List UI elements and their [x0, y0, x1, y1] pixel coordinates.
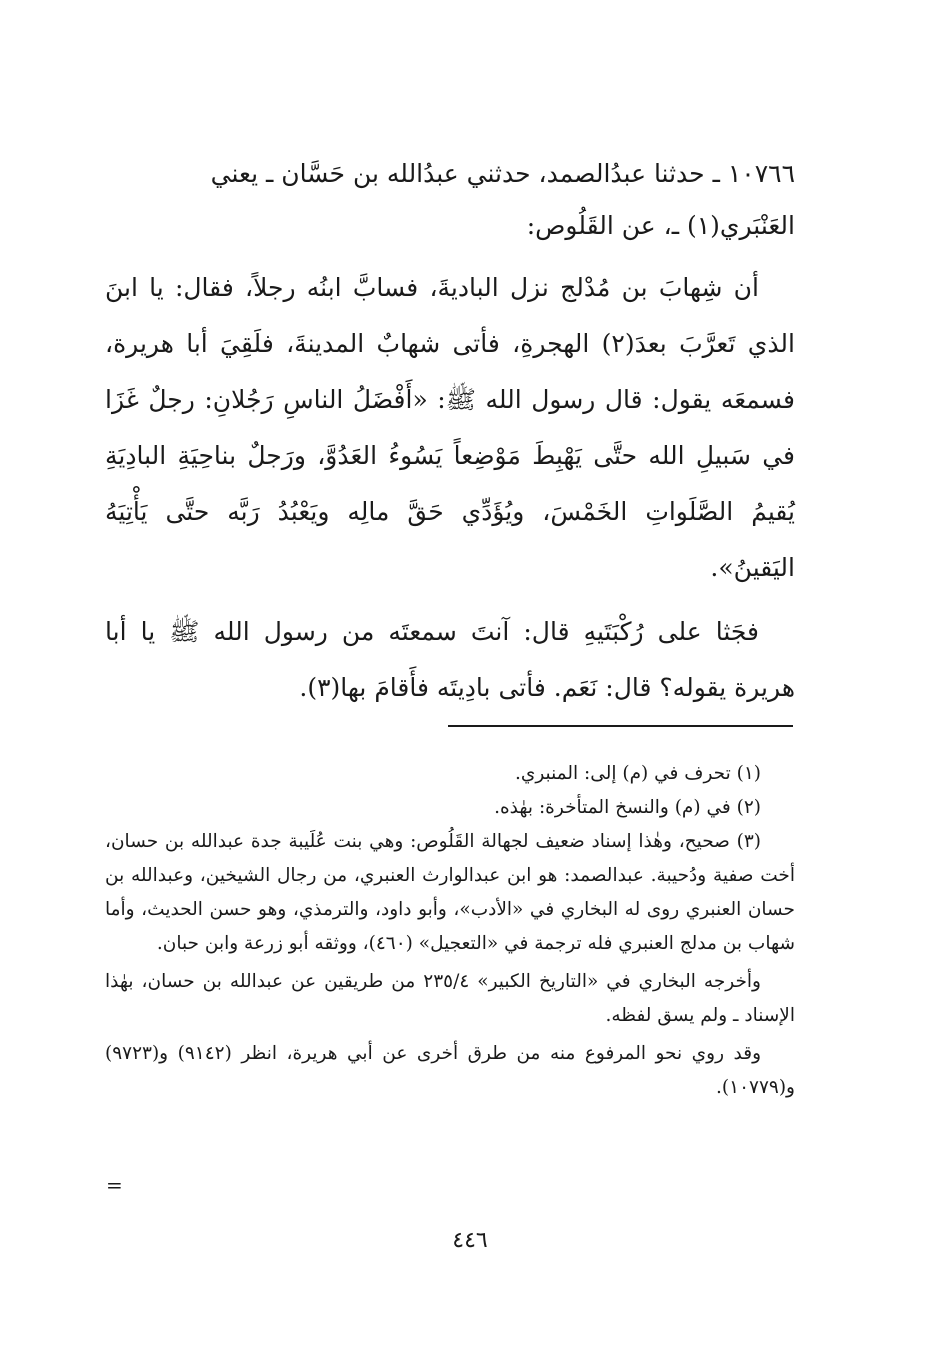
page-number: ٤٤٦	[452, 1228, 488, 1253]
footnote-2: (٢) في (م) والنسخ المتأخرة: بهٰذه.	[494, 797, 761, 818]
footnote-3: (٣) صحيح، وهٰذا إسناد ضعيف لجهالة القَلُوص: وهي بنت عُلَيبة جدة عبدالله بن حسان، أخت صفية ودُحيبة. عبدالصمد: هو ابن عبدالوارث العنبري، من رجال الشيخين، وعبدالله بن حسان العنبري روى له البخاري في «الأدب»، وأبو داود، والترمذي، وهو حسن الحديث، وأما شهاب بن مدلج العنبري فله ترجمة في «التعجيل» (٤٦٠)، ووثقه أبو زرعة وابن حبان.	[105, 831, 795, 954]
footnotes	[105, 757, 795, 1105]
hadith-header-line-1: ١٠٧٦٦ ـ حدثنا عبدُالصمد، حدثني عبدُالله بن حَسَّان ـ يعني	[210, 159, 795, 188]
footnote-separator	[448, 725, 793, 727]
hadith-paragraph-2: فجَثا على رُكْبَتَيهِ قال: آنتَ سمعتَه من رسول الله ﷺ يا أبا هريرة يقوله؟ قال: نَعَم. فأتى بادِيتَه فأَقامَ بها(٣).	[105, 617, 795, 702]
hadith-paragraph-1: أن شِهابَ بن مُدْلج نزل الباديةَ، فسابَّ ابنُه رجلاً، فقال: يا ابنَ الذي تَعرَّبَ بعدَ(٢) الهجرةِ، فأتى شهابٌ المدينةَ، فلَقِيَ أبا هريرة، فسمعَه يقول: قال رسول الله ﷺ: «أَفْضَلُ الناسِ رَجُلانِ: رجلٌ غَزَا في سَبيلِ الله حتَّى يَهْبِطَ مَوْضِعاً يَسُوءُ العَدُوَّ، ورَجلٌ بناحِيَةِ البادِيَةِ يُقيمُ الصَّلَواتِ الخَمْسَ، ويُؤَدِّي حَقَّ مالِه ويَعْبُدُ رَبَّه حتَّى يَأْتِيَهُ اليَقينُ».	[105, 273, 795, 582]
footnote-3-continuation-1: وأخرجه البخاري في «التاريخ الكبير» ٢٣٥/٤ من طريقين عن عبدالله بن حسان، بهٰذا الإسناد ـ ولم يسق لفظه.	[105, 971, 795, 1026]
footnote-1: (١) تحرف في (م) إلى: المنبري.	[514, 763, 761, 784]
hadith-text	[105, 148, 795, 716]
hadith-header-line-2: العَنْبَري(١) ـ، عن القَلُوص:	[526, 211, 795, 240]
footnote-3-continuation-2: وقد روي نحو المرفوع منه من طرق أخرى عن أبي هريرة، انظر (٩١٤٢) و(٩٧٢٣) و(١٠٧٧٩).	[105, 1043, 795, 1098]
continuation-mark: =	[106, 1173, 123, 1197]
